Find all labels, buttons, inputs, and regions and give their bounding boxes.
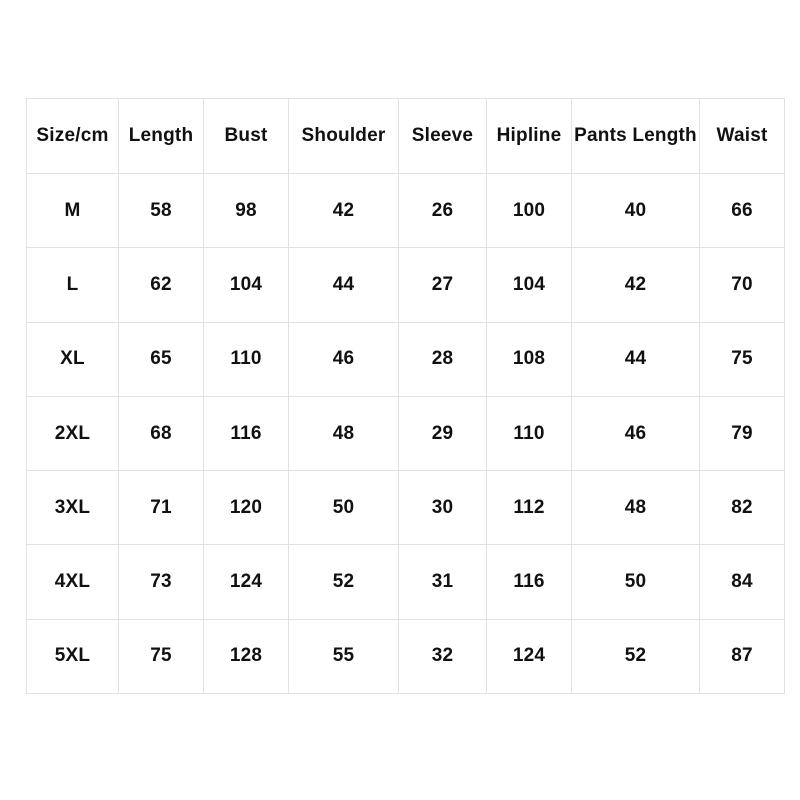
size-chart-body [27, 99, 785, 694]
table-cell: 26 [399, 174, 487, 248]
table-cell: 42 [289, 174, 399, 248]
table-cell: 104 [204, 248, 289, 322]
table-cell: 3XL [27, 471, 119, 545]
table-cell: 31 [399, 545, 487, 619]
table-cell: 32 [399, 619, 487, 693]
size-chart [26, 98, 774, 694]
table-cell: 112 [487, 471, 572, 545]
table-cell: 98 [204, 174, 289, 248]
table-cell: 68 [119, 396, 204, 470]
column-header: Pants Length [572, 99, 700, 174]
table-cell: 66 [700, 174, 785, 248]
table-cell: 100 [487, 174, 572, 248]
table-cell: 50 [289, 471, 399, 545]
table-cell: M [27, 174, 119, 248]
table-cell: 110 [487, 396, 572, 470]
table-cell: 28 [399, 322, 487, 396]
table-cell: 73 [119, 545, 204, 619]
table-cell: 2XL [27, 396, 119, 470]
table-cell: 75 [700, 322, 785, 396]
table-row [27, 471, 785, 545]
table-cell: 48 [572, 471, 700, 545]
column-header: Length [119, 99, 204, 174]
table-cell: 29 [399, 396, 487, 470]
table-cell: 75 [119, 619, 204, 693]
table-cell: 87 [700, 619, 785, 693]
table-cell: 40 [572, 174, 700, 248]
column-header: Waist [700, 99, 785, 174]
table-cell: 42 [572, 248, 700, 322]
table-header-row [27, 99, 785, 174]
table-cell: 116 [487, 545, 572, 619]
table-row [27, 545, 785, 619]
table-cell: 52 [572, 619, 700, 693]
table-row [27, 396, 785, 470]
table-cell: 30 [399, 471, 487, 545]
table-row [27, 248, 785, 322]
table-cell: 46 [572, 396, 700, 470]
table-cell: 124 [204, 545, 289, 619]
column-header: Hipline [487, 99, 572, 174]
table-cell: 108 [487, 322, 572, 396]
table-cell: 71 [119, 471, 204, 545]
table-cell: 128 [204, 619, 289, 693]
table-cell: 27 [399, 248, 487, 322]
table-cell: 120 [204, 471, 289, 545]
table-cell: 4XL [27, 545, 119, 619]
table-cell: 52 [289, 545, 399, 619]
table-cell: 55 [289, 619, 399, 693]
table-cell: 82 [700, 471, 785, 545]
table-row [27, 174, 785, 248]
table-cell: XL [27, 322, 119, 396]
table-cell: 124 [487, 619, 572, 693]
column-header: Sleeve [399, 99, 487, 174]
table-cell: 84 [700, 545, 785, 619]
table-cell: 62 [119, 248, 204, 322]
table-cell: 50 [572, 545, 700, 619]
table-cell: 5XL [27, 619, 119, 693]
table-row [27, 619, 785, 693]
table-cell: 46 [289, 322, 399, 396]
table-cell: 104 [487, 248, 572, 322]
table-cell: 65 [119, 322, 204, 396]
table-cell: 116 [204, 396, 289, 470]
table-cell: 48 [289, 396, 399, 470]
table-cell: 58 [119, 174, 204, 248]
table-cell: 44 [572, 322, 700, 396]
table-cell: 79 [700, 396, 785, 470]
column-header: Bust [204, 99, 289, 174]
table-cell: L [27, 248, 119, 322]
size-chart-table [26, 98, 785, 694]
table-cell: 44 [289, 248, 399, 322]
table-row [27, 322, 785, 396]
table-cell: 110 [204, 322, 289, 396]
column-header: Size/cm [27, 99, 119, 174]
column-header: Shoulder [289, 99, 399, 174]
table-cell: 70 [700, 248, 785, 322]
